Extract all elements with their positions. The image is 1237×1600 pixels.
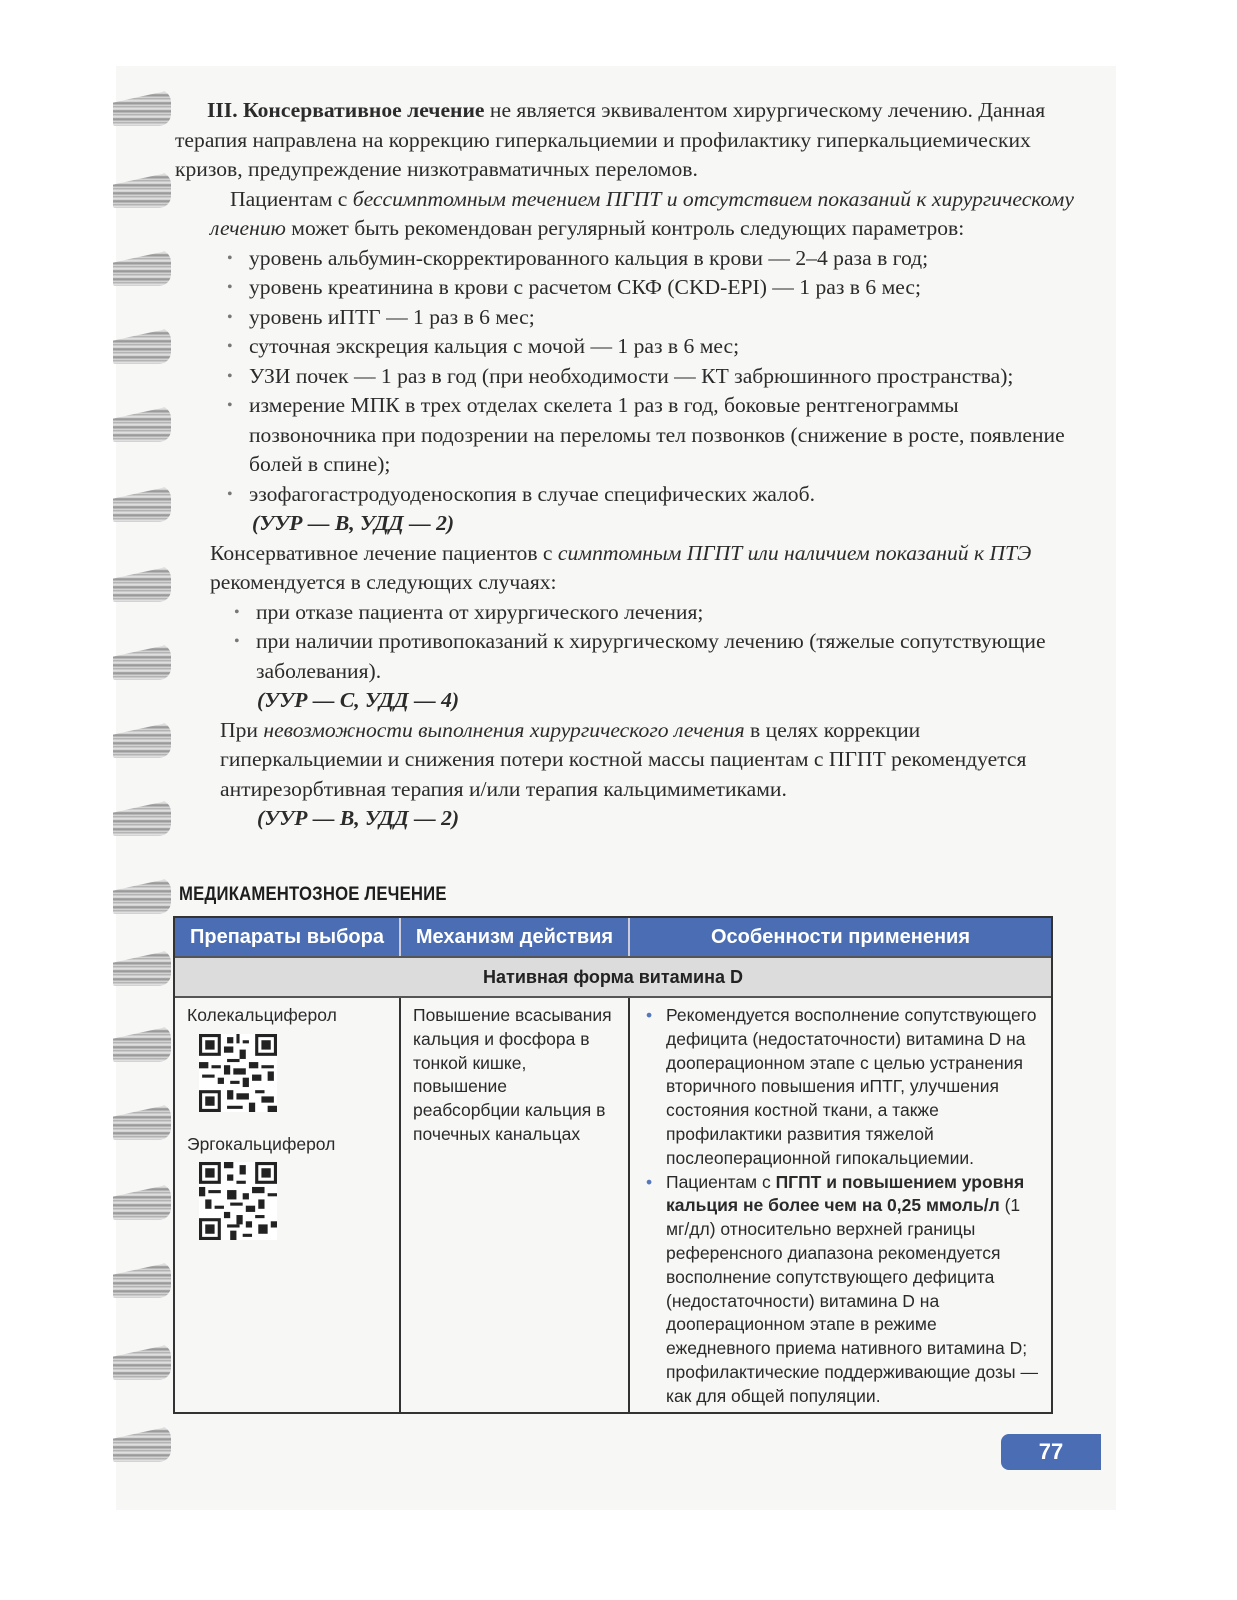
evidence-level: (УУР — С, УДД — 4) (257, 688, 460, 712)
list-item: • при наличии противопоказаний к хирургическому лечению (тяжелые сопутствующие заболевания). (230, 627, 1075, 686)
list-item: • уровень альбумин-скорректированного кальция в крови — 2–4 раза в год; (223, 244, 1075, 274)
column-header: Препараты выбора (175, 918, 401, 956)
drug-name: Эргокальциферол (187, 1133, 336, 1154)
list-item: • Пациентам с ПГПТ и повышением уровня кальция не более чем на 0,25 ммоль/л (1 мг/дл) относительно верхней границы референсного диапазона рекомендуется восполнение сопутствующего дефицита (недостаточности) витамина D на дооперационном этапе в режиме ежедневного приема нативного витамина D; профилактические поддерживающие дозы — как для общей популяции. (642, 1171, 1041, 1409)
drug-name: Колекальциферол (187, 1005, 337, 1025)
monitoring-list (223, 244, 1075, 510)
symptomatic-paragraph: Консервативное лечение пациентов с симптомным ПГПТ или наличием показаний к ПТЭ рекомендуется в следующих случаях: (210, 540, 1032, 594)
column-header: Механизм действия (401, 918, 630, 956)
impossible-paragraph: При невозможности выполнения хирургического лечения в целях коррекции гиперкальциемии и снижения потери костной массы пациентам с ПГПТ рекомендуется антирезорбтивная терапия и/или терапия кальцимиметиками. (220, 717, 1027, 801)
list-item: • измерение МПК в трех отделах скелета 1 раз в год, боковые рентгенограммы позвоночника при подозрении на переломы тел позвонков (снижение в росте, появление болей в спине); (223, 391, 1075, 480)
drugs-cell (175, 998, 401, 1412)
spiral-binding (113, 90, 179, 1510)
qr-code-icon[interactable] (199, 1034, 277, 1112)
list-item: • суточная экскреция кальция с мочой — 1 раз в 6 мес; (223, 332, 1075, 362)
evidence-level: (УУР — В, УДД — 2) (252, 511, 455, 535)
mechanism-cell: Повышение всасывания кальция и фосфора в тонкой кишке, повышение реабсорбции кальция в почечных канальцах (401, 998, 630, 1412)
list-item: • при отказе пациента от хирургического лечения; (230, 598, 1075, 628)
drug-table (173, 916, 1053, 1414)
indications-list (230, 598, 1075, 687)
list-item: • Рекомендуется восполнение сопутствующего дефицита (недостаточности) витамина D на дооперационном этапе с целью устранения вторичного повышения иПТГ, улучшения состояния костной ткани, а также профилактики развития тяжелой послеоперационной гипокальциемии. (642, 1004, 1041, 1171)
table-subheader: Нативная форма витамина D (175, 956, 1051, 998)
asymptomatic-paragraph: Пациентам с бессимптомным течением ПГПТ и отсутствием показаний к хирургическому лечению может быть рекомендован регулярный контроль следующих параметров: (210, 186, 1074, 240)
evidence-level: (УУР — В, УДД — 2) (257, 806, 460, 830)
list-item: • УЗИ почек — 1 раз в год (при необходимости — КТ забрюшинного пространства); (223, 362, 1075, 392)
column-header: Особенности применения (710, 925, 970, 948)
qr-code-icon[interactable] (199, 1162, 277, 1240)
usage-list (642, 1004, 1041, 1409)
page-number: 77 (1001, 1434, 1101, 1470)
list-item: • уровень иПТГ — 1 раз в 6 мес; (223, 303, 1075, 333)
section-title: МЕДИКАМЕНТОЗНОЕ ЛЕЧЕНИЕ (179, 884, 447, 905)
list-item: • уровень креатинина в крови с расчетом СКФ (CKD-EPI) — 1 раз в 6 мес; (223, 273, 1075, 303)
main-text (175, 96, 1075, 834)
intro-paragraph: III. Консервативное лечение не является эквивалентом хирургическому лечению. Данная терапия направлена на коррекцию гиперкальциемии и профилактику гиперкальциемических кризов, предупреждение низкотравматичных переломов. (175, 98, 1046, 181)
usage-cell (630, 998, 1051, 1412)
table-header (175, 918, 1051, 956)
list-item: • эзофагогастродуоденоскопия в случае специфических жалоб. (223, 480, 1075, 510)
table-row (175, 998, 1051, 1412)
